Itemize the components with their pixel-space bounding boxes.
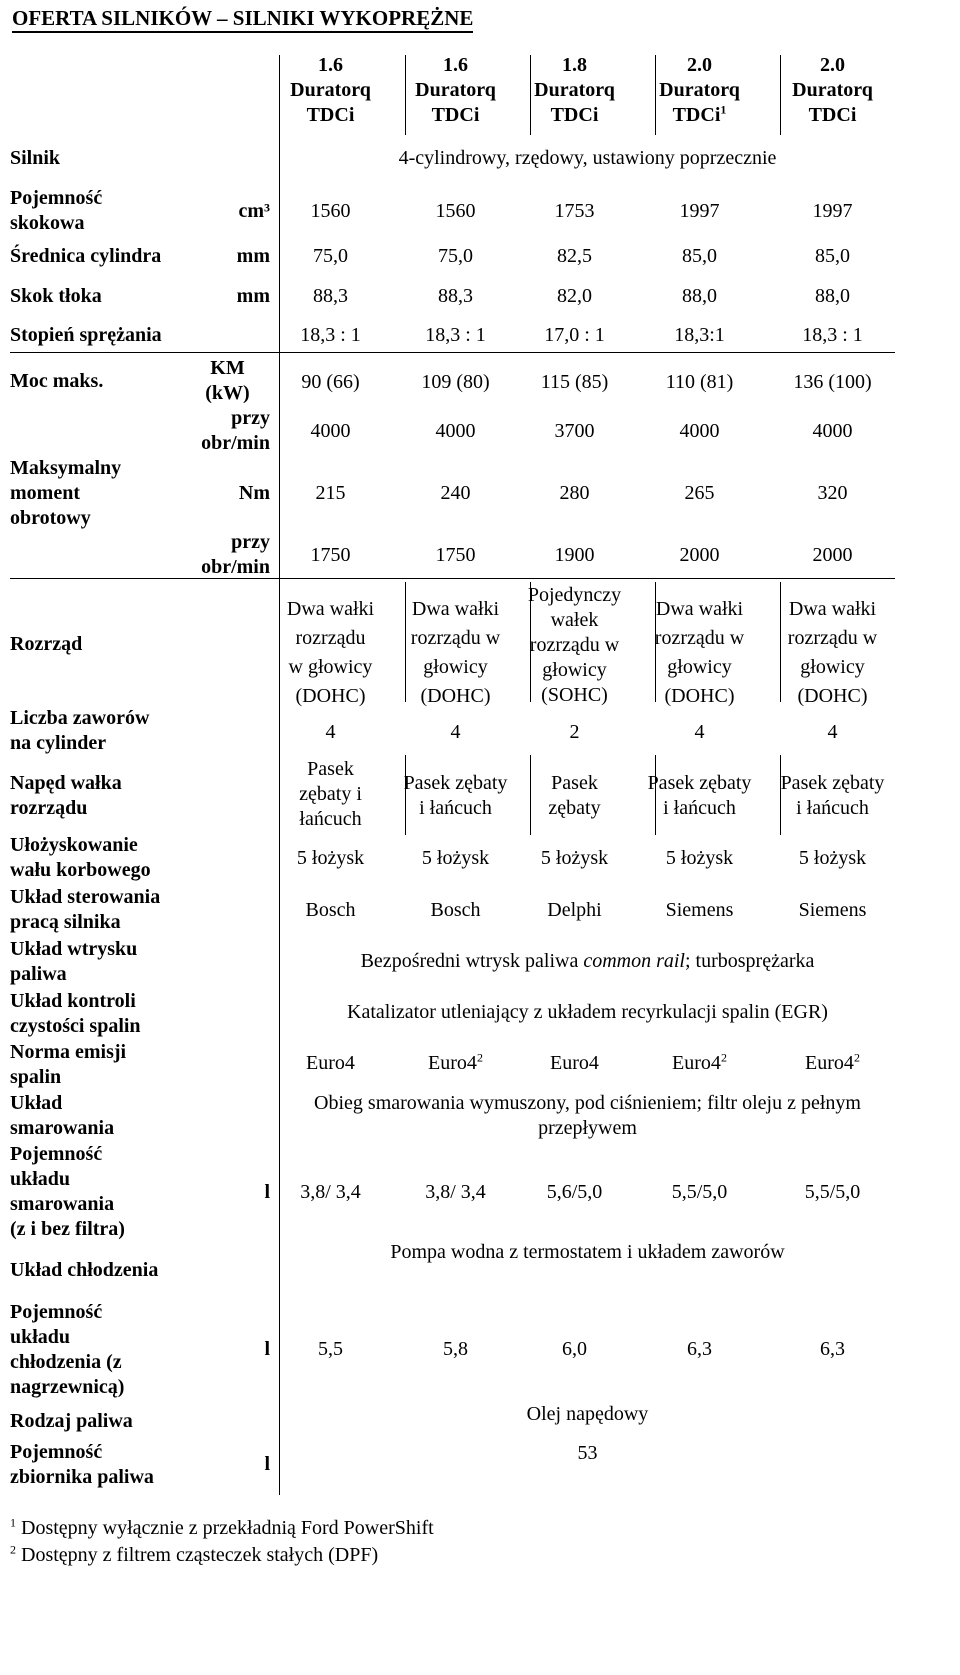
row-value: Pompa wodna z termostatem i układem zaworów	[390, 1241, 785, 1263]
row-label: Skok tłoka	[10, 285, 102, 307]
label-line: Ułożyskowanie	[10, 834, 138, 856]
cell-line: i łańcuch	[663, 797, 736, 819]
column-header	[512, 53, 637, 128]
cell-line: głowicy	[667, 656, 732, 678]
header-line: 1.6	[318, 54, 343, 76]
row-label	[10, 937, 137, 987]
cell: 280	[559, 482, 590, 504]
unit-line: obr/min	[201, 432, 270, 454]
cell: $Euro4^2$	[672, 1050, 727, 1074]
footnote-mark: 2	[476, 1050, 483, 1065]
cell: 240	[440, 482, 471, 504]
cell: 18,3 : 1	[300, 324, 361, 346]
label-line: Napęd wałka	[10, 772, 122, 794]
unit-line: przy	[231, 531, 270, 553]
cell: 3,8/ 3,4	[300, 1181, 361, 1203]
label-line: układu	[10, 1326, 71, 1348]
cell: $Euro4^2$	[428, 1050, 483, 1074]
cell: Bosch	[430, 899, 481, 921]
cell-line: Pasek zębaty	[647, 772, 752, 794]
cell-line: i łańcuch	[419, 797, 492, 819]
unit	[185, 356, 270, 406]
cell: 109 (80)	[421, 371, 490, 393]
cell-line: wałek	[550, 609, 599, 631]
cell: Delphi	[547, 899, 602, 921]
cell: 4	[694, 721, 705, 743]
row-label: Moc maks.	[10, 370, 104, 392]
header-line: Duratorq	[792, 79, 873, 101]
row-label: Rozrząd	[10, 633, 83, 655]
column-header	[393, 53, 518, 128]
label-line: wału korbowego	[10, 859, 151, 881]
cell: 320	[817, 482, 848, 504]
cell	[637, 771, 762, 821]
header-line: Duratorq	[290, 79, 371, 101]
value-emphasis: common rail	[583, 950, 685, 972]
footnote-text: Dostępny z filtrem cząsteczek stałych (DPF)	[21, 1544, 379, 1566]
row-value: Olej napędowy	[526, 1403, 649, 1425]
label-line: Układ wtrysku	[10, 938, 138, 960]
label-line: smarowania	[10, 1117, 115, 1139]
cell-line: Dwa wałki	[411, 598, 500, 620]
cell: 18,3 : 1	[425, 324, 486, 346]
cell-line: łańcuch	[299, 808, 362, 830]
cell: Siemens	[665, 899, 734, 921]
footnote-mark: 2	[853, 1050, 860, 1065]
cell: 1560	[435, 200, 476, 222]
cell: Bosch	[305, 899, 356, 921]
unit-line: przy	[231, 407, 270, 429]
cell-line: rozrządu	[295, 627, 366, 649]
column-header	[637, 53, 762, 128]
cell: 215	[315, 482, 346, 504]
cell-line: (DOHC)	[295, 685, 366, 707]
cell: $Euro4^2$	[805, 1050, 860, 1074]
cell-line: głowicy	[423, 656, 488, 678]
unit: l	[264, 1338, 270, 1360]
cell	[268, 757, 393, 832]
label-line: Pojemność	[10, 1143, 103, 1165]
cell: 4000	[679, 420, 720, 442]
cell: 82,0	[557, 285, 592, 307]
cell: 90 (66)	[301, 371, 360, 393]
cell: 75,0	[438, 245, 473, 267]
header-line: TDCi	[550, 104, 599, 126]
unit-line: (kW)	[205, 382, 250, 404]
header-line: TDCi	[431, 104, 480, 126]
unit: mm	[236, 285, 270, 307]
cell-line: głowicy	[542, 659, 607, 681]
cell: 88,0	[682, 285, 717, 307]
cell-line: rozrządu w	[787, 627, 878, 649]
cell-line: Dwa wałki	[788, 598, 877, 620]
cell: 82,5	[557, 245, 592, 267]
unit	[170, 406, 270, 456]
footnote-mark: 2	[720, 1050, 727, 1065]
cell: 4000	[310, 420, 351, 442]
label-line: Norma emisji	[10, 1041, 127, 1063]
row-label	[10, 1142, 125, 1242]
cell-line: Dwa wałki	[286, 598, 375, 620]
cell	[770, 771, 895, 821]
header-line: TDCi	[808, 104, 857, 126]
row-label	[10, 833, 151, 883]
unit-line: KM	[210, 357, 245, 379]
unit-line: obr/min	[201, 556, 270, 578]
cell: 4	[827, 721, 838, 743]
label-line: Układ sterowania	[10, 886, 161, 908]
label-line: Liczba zaworów	[10, 707, 150, 729]
footnote	[10, 1516, 434, 1540]
cell-line: Pojedynczy	[527, 584, 622, 606]
cell: 5,5/5,0	[671, 1181, 728, 1203]
cell	[770, 595, 895, 711]
cell: 1560	[310, 200, 351, 222]
value-line: przepływem	[538, 1117, 637, 1139]
cell: 18,3 : 1	[802, 324, 863, 346]
cell: 3,8/ 3,4	[425, 1181, 486, 1203]
label-line: nagrzewnicą)	[10, 1376, 125, 1398]
cell: 2000	[679, 544, 720, 566]
cell: Euro4	[550, 1052, 599, 1074]
cell: 1753	[554, 200, 595, 222]
cell: 5 łożysk	[296, 847, 365, 869]
cell-line: rozrządu w	[410, 627, 501, 649]
row-label	[10, 186, 102, 236]
cell: 85,0	[682, 245, 717, 267]
cell-line: (DOHC)	[420, 685, 491, 707]
value-line: Obieg smarowania wymuszony, pod ciśnieniem; filtr oleju z pełnym	[314, 1092, 861, 1114]
unit: l	[264, 1181, 270, 1203]
cell-line: Dwa wałki	[655, 598, 744, 620]
cell: 265	[684, 482, 715, 504]
row-label	[10, 456, 121, 531]
unit	[170, 530, 270, 580]
cell: 18,3:1	[674, 324, 725, 346]
value-text: Bezpośredni wtrysk paliwa	[360, 950, 584, 972]
row-label	[10, 885, 160, 935]
label-line: smarowania	[10, 1193, 115, 1215]
cell: 1997	[812, 200, 853, 222]
row-value: 53	[577, 1442, 598, 1464]
label-line: Pojemność	[10, 187, 103, 209]
cell-line: głowicy	[800, 656, 865, 678]
unit: cm³	[238, 200, 270, 222]
cell: 88,3	[313, 285, 348, 307]
label-line: paliwa	[10, 963, 67, 985]
header-line: 1.8	[562, 54, 587, 76]
cell: 4000	[812, 420, 853, 442]
cell: 6,0	[562, 1338, 587, 1360]
row-value	[280, 1091, 895, 1141]
header-line: Duratorq	[415, 79, 496, 101]
cell: 4000	[435, 420, 476, 442]
row-label	[10, 1040, 126, 1090]
cell: 6,3	[820, 1338, 845, 1360]
label-line: Układ	[10, 1092, 63, 1114]
cell: 75,0	[313, 245, 348, 267]
row-label: Średnica cylindra	[10, 245, 162, 267]
column-header	[268, 53, 393, 128]
cell: 4	[450, 721, 461, 743]
cell-line: Pasek	[307, 758, 354, 780]
cell: 17,0 : 1	[544, 324, 605, 346]
value-text: ; turbosprężarka	[685, 950, 815, 972]
unit: mm	[236, 245, 270, 267]
label-line: Pojemność	[10, 1441, 103, 1463]
label-line: rozrządu	[10, 797, 88, 819]
label-line: obrotowy	[10, 507, 91, 529]
label-line: czystości spalin	[10, 1015, 141, 1037]
row-label	[10, 1091, 114, 1141]
cell: 85,0	[815, 245, 850, 267]
row-label	[10, 771, 122, 821]
header-line: 2.0	[820, 54, 845, 76]
row-label	[10, 989, 141, 1039]
header-line: TDCi	[306, 104, 355, 126]
column-header	[770, 53, 895, 128]
footnote-mark: 1	[10, 1515, 16, 1530]
cell	[512, 771, 637, 821]
row-label: Układ chłodzenia	[10, 1259, 159, 1281]
divider	[10, 578, 895, 579]
row-label	[10, 1440, 154, 1490]
cell: 5 łożysk	[421, 847, 490, 869]
cell: 5,6/5,0	[546, 1181, 603, 1203]
label-line: Maksymalny	[10, 457, 122, 479]
cell: 1750	[310, 544, 351, 566]
row-label: Silnik	[10, 147, 61, 169]
row-value	[280, 949, 895, 974]
row-value: Katalizator utleniający z układem recyrkulacji spalin (EGR)	[347, 1001, 828, 1023]
cell: 5,5/5,0	[804, 1181, 861, 1203]
cell-line: zębaty	[548, 797, 601, 819]
cell	[512, 583, 637, 708]
cell: Siemens	[798, 899, 867, 921]
cell: 5,5	[318, 1338, 343, 1360]
cell: 5 łożysk	[665, 847, 734, 869]
label-line: spalin	[10, 1066, 62, 1088]
label-line: (z i bez filtra)	[10, 1218, 125, 1240]
cell-line: i łańcuch	[796, 797, 869, 819]
cell-line: (DOHC)	[664, 685, 735, 707]
header-line: Duratorq	[534, 79, 615, 101]
cell: 6,3	[687, 1338, 712, 1360]
footnote-mark: 2	[10, 1542, 16, 1557]
footnote-mark: 1	[720, 102, 727, 117]
unit: Nm	[238, 482, 270, 504]
cell: 2000	[812, 544, 853, 566]
cell: 4	[325, 721, 336, 743]
divider	[10, 352, 895, 353]
cell-line: zębaty i	[299, 783, 362, 805]
cell-line: Pasek zębaty	[403, 772, 508, 794]
row-value: 4-cylindrowy, rzędowy, ustawiony poprzecznie	[398, 147, 777, 169]
cell: 5 łożysk	[540, 847, 609, 869]
cell: 110 (81)	[665, 371, 734, 393]
cell: 2	[569, 721, 580, 743]
cell: 5 łożysk	[798, 847, 867, 869]
label-line: układu	[10, 1168, 71, 1190]
header-line: 2.0	[687, 54, 712, 76]
cell	[268, 595, 393, 711]
cell: 115 (85)	[540, 371, 609, 393]
label-line: zbiornika paliwa	[10, 1466, 154, 1488]
cell: 136 (100)	[793, 371, 872, 393]
cell-line: rozrządu w	[529, 634, 620, 656]
header-line: TDCi$^1$	[672, 102, 727, 126]
label-line: skokowa	[10, 212, 85, 234]
header-line: 1.6	[443, 54, 468, 76]
cell: 88,0	[815, 285, 850, 307]
row-label	[10, 706, 149, 756]
label-line: Pojemność	[10, 1301, 103, 1323]
label-line: moment	[10, 482, 80, 504]
row-label: Rodzaj paliwa	[10, 1410, 133, 1432]
unit: l	[264, 1453, 270, 1475]
cell: 1997	[679, 200, 720, 222]
footnote	[10, 1543, 378, 1567]
cell-line: w głowicy	[288, 656, 373, 678]
cell	[637, 595, 762, 711]
cell: Euro4	[306, 1052, 355, 1074]
label-line: pracą silnika	[10, 911, 121, 933]
cell: 3700	[554, 420, 595, 442]
label-line: na cylinder	[10, 732, 107, 754]
label-line: chłodzenia (z	[10, 1351, 122, 1373]
footnote-text: Dostępny wyłącznie z przekładnią Ford PowerShift	[21, 1517, 434, 1539]
cell-line: Pasek	[551, 772, 598, 794]
row-label	[10, 1300, 124, 1400]
label-line: Układ kontroli	[10, 990, 136, 1012]
cell-line: (SOHC)	[541, 684, 608, 706]
cell	[393, 771, 518, 821]
cell-line: rozrządu w	[654, 627, 745, 649]
cell-line: Pasek zębaty	[780, 772, 885, 794]
cell	[393, 595, 518, 711]
cell: 88,3	[438, 285, 473, 307]
cell-line: (DOHC)	[797, 685, 868, 707]
row-label: Stopień sprężania	[10, 324, 162, 346]
header-line: Duratorq	[659, 79, 740, 101]
page-title: OFERTA SILNIKÓW – SILNIKI WYKOPRĘŻNE	[12, 5, 473, 33]
cell: 5,8	[443, 1338, 468, 1360]
cell: 1900	[554, 544, 595, 566]
cell: 1750	[435, 544, 476, 566]
